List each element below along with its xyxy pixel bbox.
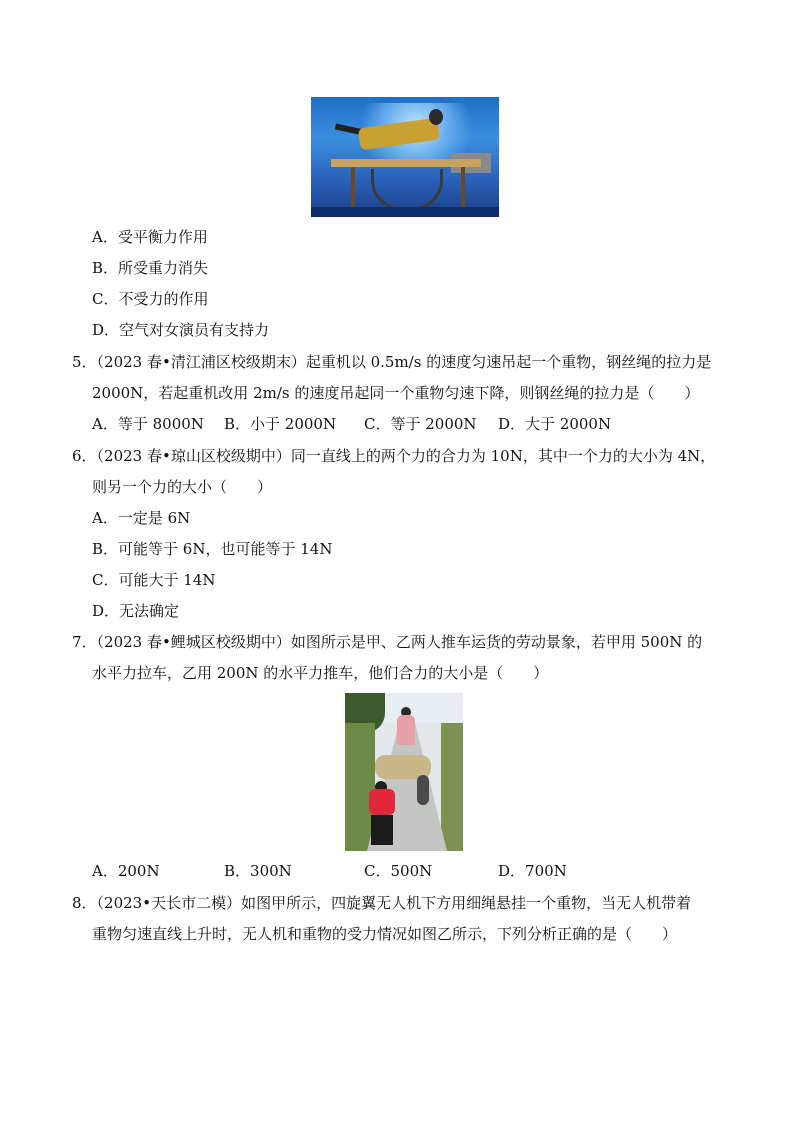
q4-option-b: B．所受重力消失 [92, 259, 209, 277]
q7-option-c: C．500N [364, 862, 433, 880]
q6-option-c: C．可能大于 14N [92, 571, 216, 589]
q5-option-a: A．等于 8000N [92, 415, 204, 433]
q4-option-d: D．空气对女演员有支持力 [92, 321, 270, 339]
q7-options-row [92, 861, 567, 881]
q5-stem-line1: 5．（2023 春•清江浦区校级期末）起重机以 0.5m/s 的速度匀速吊起一个重物，钢丝绳的拉力是 [72, 353, 712, 371]
q7-stem-line1: 7．（2023 春•鲤城区校级期中）如图所示是甲、乙两人推车运货的劳动景象，若甲用 500N 的 [72, 633, 703, 651]
q4-option-c: C．不受力的作用 [92, 290, 209, 308]
q7-option-a: A．200N [92, 862, 160, 880]
q5-stem-line2: 2000N，若起重机改用 2m/s 的速度吊起同一个重物匀速下降，则钢丝绳的拉力是（ ） [92, 384, 700, 402]
q6-option-a: A．一定是 6N [92, 509, 191, 527]
q6-stem-line1: 6．（2023 春•琼山区校级期中）同一直线上的两个力的合力为 10N，其中一个力的大小为 4N， [72, 447, 716, 465]
q7-option-b: B．300N [224, 862, 292, 880]
q7-option-d: D．700N [498, 862, 567, 880]
q5-option-d: D．大于 2000N [498, 415, 612, 433]
cart-photo [345, 693, 463, 851]
q6-option-d: D．无法确定 [92, 602, 180, 620]
q5-option-c: C．等于 2000N [364, 415, 477, 433]
q8-stem-line2: 重物匀速直线上升时，无人机和重物的受力情况如图乙所示，下列分析正确的是（ ） [92, 925, 678, 943]
q4-option-a: A．受平衡力作用 [92, 228, 208, 246]
performer-photo [311, 97, 499, 217]
q5-option-b: B．小于 2000N [224, 415, 337, 433]
q8-stem-line1: 8．（2023•天长市二模）如图甲所示，四旋翼无人机下方用细绳悬挂一个重物，当无人机带着 [72, 894, 692, 912]
q7-stem-line2: 水平力拉车，乙用 200N 的水平力推车，他们合力的大小是（ ） [92, 664, 549, 682]
q5-options-row [92, 414, 611, 434]
q6-stem-line2: 则另一个力的大小（ ） [92, 478, 273, 496]
q6-option-b: B．可能等于 6N，也可能等于 14N [92, 540, 333, 558]
